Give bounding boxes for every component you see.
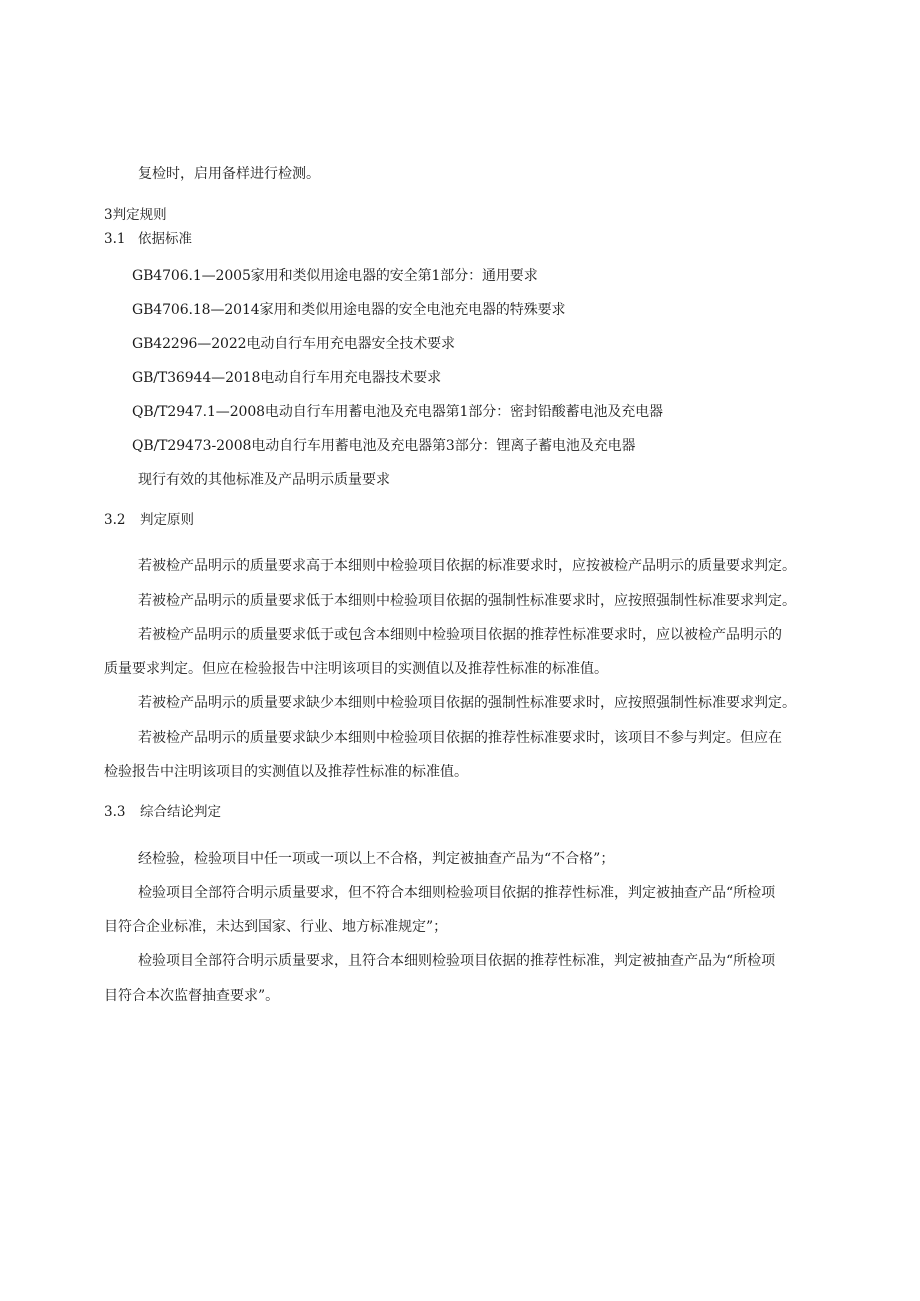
recheck-text: 复检时，启用备样进行检测。 [138,166,320,182]
principle-paragraph-4: 若被检产品明示的质量要求缺少本细则中检验项目依据的强制性标准要求时，应按照强制性标准要求判定。 [138,695,796,711]
conclusion-paragraph-2-line-2: 目符合企业标准，未达到国家、行业、地方标准规定”； [104,919,448,935]
standard-item: GB4706.1—2005家用和类似用途电器的安全第1部分：通用要求 [132,268,538,284]
principle-paragraph-5-line-1: 若被检产品明示的质量要求缺少本细则中检验项目依据的推荐性标准要求时，该项目不参与判定。但应在 [138,730,782,746]
section-3-1-title: 依据标准 [138,231,192,247]
section-3-2-number: 3.2 [104,512,126,528]
other-standards-text: 现行有效的其他标准及产品明示质量要求 [138,472,390,488]
standard-item: GB4706.18—2014家用和类似用途电器的安全电池充电器的特殊要求 [132,302,566,318]
conclusion-paragraph-3-line-2: 目符合本次监督抽查要求”。 [104,988,280,1004]
standard-item: QB/T2947.1—2008电动自行车用蓄电池及充电器第1部分：密封铅酸蓄电池及充电器 [132,404,663,420]
section-3-3-title: 综合结论判定 [140,804,221,820]
standard-item: GB/T36944—2018电动自行车用充电器技术要求 [132,370,441,386]
principle-paragraph-3-line-2: 质量要求判定。但应在检验报告中注明该项目的实测值以及推荐性标准的标准值。 [104,661,608,677]
section-3-3-number: 3.3 [104,804,126,820]
standard-item: GB42296—2022电动自行车用充电器安全技术要求 [132,336,455,352]
conclusion-paragraph-1: 经检验，检验项目中任一项或一项以上不合格，判定被抽查产品为“不合格”； [138,851,615,867]
conclusion-paragraph-2-line-1: 检验项目全部符合明示质量要求，但不符合本细则检验项目依据的推荐性标准，判定被抽查产品“所检项 [138,885,776,901]
section-3-1-number: 3.1 [104,231,126,247]
section-3-title: 3判定规则 [104,207,167,223]
principle-paragraph-2: 若被检产品明示的质量要求低于本细则中检验项目依据的强制性标准要求时，应按照强制性标准要求判定。 [138,593,796,609]
principle-paragraph-3-line-1: 若被检产品明示的质量要求低于或包含本细则中检验项目依据的推荐性标准要求时，应以被检产品明示的 [138,627,782,643]
section-3-2-title: 判定原则 [140,512,194,528]
conclusion-paragraph-3-line-1: 检验项目全部符合明示质量要求，且符合本细则检验项目依据的推荐性标准，判定被抽查产品为“所检项 [138,953,776,969]
principle-paragraph-1: 若被检产品明示的质量要求高于本细则中检验项目依据的标准要求时，应按被检产品明示的质量要求判定。 [138,558,796,574]
standard-item: QB/T29473-2008电动自行车用蓄电池及充电器第3部分：锂离子蓄电池及充电器 [132,438,636,454]
principle-paragraph-5-line-2: 检验报告中注明该项目的实测值以及推荐性标准的标准值。 [104,764,468,780]
